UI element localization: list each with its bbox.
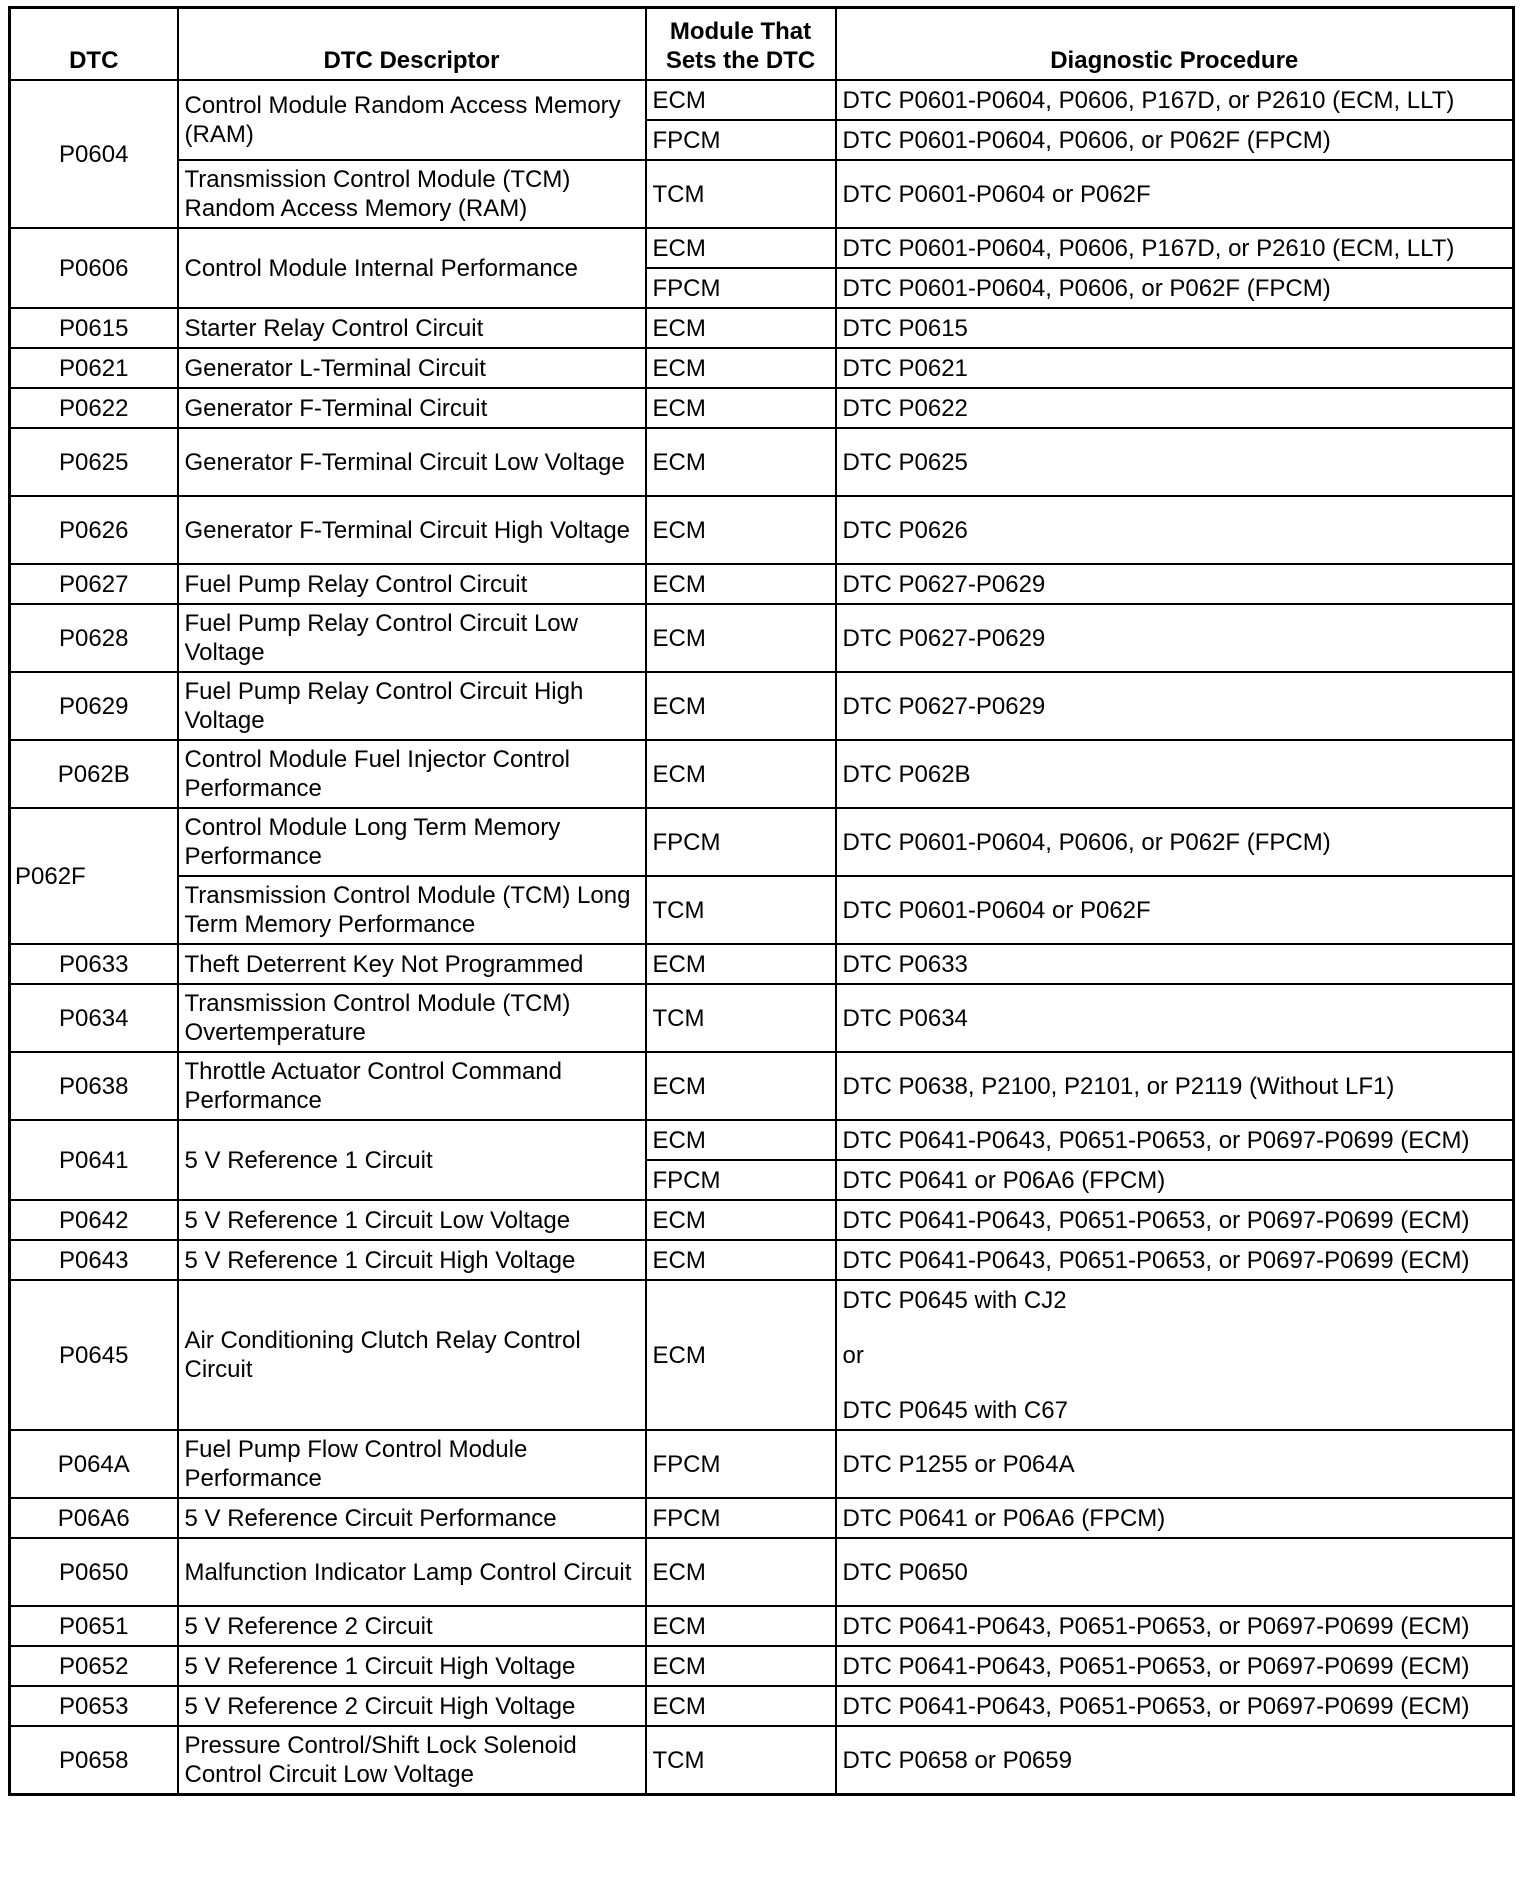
table-row [10,1726,1514,1795]
procedure-cell: DTC P0641-P0643, P0651-P0653, or P0697-P0699 (ECM) [836,1646,1514,1686]
header-procedure: Diagnostic Procedure [836,8,1514,81]
table-row [10,1120,1514,1160]
procedure-cell: DTC P0621 [836,348,1514,388]
procedure-or: or [842,1341,864,1369]
dtc-code: P064A [10,1430,178,1498]
module-cell: ECM [646,672,836,740]
dtc-descriptor: Transmission Control Module (TCM) Random Access Memory (RAM) [178,160,646,228]
module-cell: ECM [646,604,836,672]
dtc-code: P062B [10,740,178,808]
module-cell: FPCM [646,1430,836,1498]
dtc-descriptor: Control Module Fuel Injector Control Performance [178,740,646,808]
table-row [10,1538,1514,1606]
module-cell: ECM [646,228,836,268]
dtc-code: P0653 [10,1686,178,1726]
procedure-cell: DTC P0601-P0604 or P062F [836,876,1514,944]
table-row [10,564,1514,604]
procedure-option-a: DTC P0645 with CJ2 [842,1286,1067,1314]
dtc-code: P0627 [10,564,178,604]
dtc-descriptor: 5 V Reference 1 Circuit [178,1120,646,1200]
module-cell: TCM [646,1726,836,1795]
table-row [10,1646,1514,1686]
table-row [10,308,1514,348]
dtc-code: P0643 [10,1240,178,1280]
procedure-cell: DTC P0615 [836,308,1514,348]
module-cell: ECM [646,1538,836,1606]
dtc-code: P0625 [10,428,178,496]
header-module-line1: Module That [669,18,812,45]
table-row [10,1686,1514,1726]
dtc-code: P0628 [10,604,178,672]
module-cell: ECM [646,1120,836,1160]
dtc-code: P0638 [10,1052,178,1120]
dtc-descriptor: Generator F-Terminal Circuit High Voltage [178,496,646,564]
procedure-cell: DTC P0601-P0604, P0606, or P062F (FPCM) [836,120,1514,160]
dtc-code: P0622 [10,388,178,428]
procedure-cell: DTC P0650 [836,1538,1514,1606]
table-row [10,496,1514,564]
module-cell: TCM [646,984,836,1052]
procedure-cell: DTC P0634 [836,984,1514,1052]
module-cell: ECM [646,308,836,348]
dtc-code: P0658 [10,1726,178,1795]
table-row [10,1052,1514,1120]
module-cell: FPCM [646,268,836,308]
dtc-descriptor: Fuel Pump Relay Control Circuit Low Voltage [178,604,646,672]
procedure-option-b: DTC P0645 with C67 [842,1396,1068,1424]
dtc-descriptor: Throttle Actuator Control Command Performance [178,1052,646,1120]
table-row [10,808,1514,876]
procedure-cell: DTC P0626 [836,496,1514,564]
dtc-code: P0645 [10,1280,178,1430]
dtc-descriptor: 5 V Reference 1 Circuit High Voltage [178,1646,646,1686]
dtc-descriptor: 5 V Reference 1 Circuit High Voltage [178,1240,646,1280]
dtc-descriptor: 5 V Reference Circuit Performance [178,1498,646,1538]
module-cell: ECM [646,1200,836,1240]
module-cell: ECM [646,944,836,984]
dtc-descriptor: 5 V Reference 2 Circuit [178,1606,646,1646]
dtc-code: P062F [10,808,178,944]
dtc-descriptor: Control Module Random Access Memory (RAM) [178,80,646,160]
table-row [10,1240,1514,1280]
dtc-descriptor: Theft Deterrent Key Not Programmed [178,944,646,984]
dtc-code: P0652 [10,1646,178,1686]
table-row [10,740,1514,808]
table-row [10,348,1514,388]
table-row [10,876,1514,944]
dtc-descriptor: Fuel Pump Relay Control Circuit High Voltage [178,672,646,740]
table-row [10,1280,1514,1430]
table-row [10,1430,1514,1498]
module-cell: ECM [646,80,836,120]
procedure-cell: DTC P0601-P0604 or P062F [836,160,1514,228]
procedure-cell: DTC P0658 or P0659 [836,1726,1514,1795]
dtc-code: P06A6 [10,1498,178,1538]
module-cell: ECM [646,740,836,808]
module-cell: FPCM [646,1498,836,1538]
module-cell: FPCM [646,1160,836,1200]
table-header-row [10,8,1514,81]
dtc-code: P0621 [10,348,178,388]
dtc-descriptor: Fuel Pump Relay Control Circuit [178,564,646,604]
spacer [843,1315,1507,1341]
spacer [843,1370,1507,1396]
dtc-descriptor: 5 V Reference 1 Circuit Low Voltage [178,1200,646,1240]
header-dtc: DTC [10,8,178,81]
dtc-code: P0650 [10,1538,178,1606]
procedure-cell: DTC P0641-P0643, P0651-P0653, or P0697-P0699 (ECM) [836,1686,1514,1726]
procedure-cell: DTC P0641 or P06A6 (FPCM) [836,1498,1514,1538]
dtc-descriptor: Control Module Long Term Memory Performance [178,808,646,876]
procedure-cell: DTC P0641 or P06A6 (FPCM) [836,1160,1514,1200]
procedure-cell: DTC P0625 [836,428,1514,496]
dtc-table [8,6,1515,1796]
module-cell: ECM [646,1052,836,1120]
procedure-cell: DTC P0627-P0629 [836,564,1514,604]
dtc-descriptor: Malfunction Indicator Lamp Control Circuit [178,1538,646,1606]
procedure-cell: DTC P0641-P0643, P0651-P0653, or P0697-P0699 (ECM) [836,1240,1514,1280]
module-cell: FPCM [646,120,836,160]
dtc-code: P0629 [10,672,178,740]
dtc-descriptor: Starter Relay Control Circuit [178,308,646,348]
procedure-cell [836,1280,1514,1430]
procedure-cell: DTC P062B [836,740,1514,808]
dtc-descriptor: Air Conditioning Clutch Relay Control Circuit [178,1280,646,1430]
module-cell: ECM [646,1280,836,1430]
procedure-cell: DTC P0641-P0643, P0651-P0653, or P0697-P0699 (ECM) [836,1120,1514,1160]
procedure-cell: DTC P0601-P0604, P0606, or P062F (FPCM) [836,268,1514,308]
table-row [10,1498,1514,1538]
dtc-code: P0651 [10,1606,178,1646]
dtc-code: P0626 [10,496,178,564]
procedure-cell: DTC P0627-P0629 [836,672,1514,740]
procedure-cell: DTC P0638, P2100, P2101, or P2119 (Without LF1) [836,1052,1514,1120]
procedure-cell: DTC P0633 [836,944,1514,984]
table-row [10,228,1514,268]
procedure-cell: DTC P0622 [836,388,1514,428]
header-module [646,8,836,81]
dtc-descriptor: Generator F-Terminal Circuit Low Voltage [178,428,646,496]
procedure-cell: DTC P0601-P0604, P0606, P167D, or P2610 (ECM, LLT) [836,228,1514,268]
module-cell: TCM [646,876,836,944]
dtc-code: P0642 [10,1200,178,1240]
module-cell: ECM [646,1240,836,1280]
procedure-cell: DTC P1255 or P064A [836,1430,1514,1498]
dtc-code: P0634 [10,984,178,1052]
module-cell: FPCM [646,808,836,876]
dtc-code: P0606 [10,228,178,308]
procedure-cell: DTC P0601-P0604, P0606, or P062F (FPCM) [836,808,1514,876]
table-row [10,984,1514,1052]
module-cell: ECM [646,428,836,496]
procedure-cell: DTC P0601-P0604, P0606, P167D, or P2610 (ECM, LLT) [836,80,1514,120]
dtc-descriptor: Pressure Control/Shift Lock Solenoid Control Circuit Low Voltage [178,1726,646,1795]
procedure-cell: DTC P0627-P0629 [836,604,1514,672]
dtc-descriptor: Transmission Control Module (TCM) Long Term Memory Performance [178,876,646,944]
module-cell: TCM [646,160,836,228]
table-row [10,604,1514,672]
header-module-line2: Sets the DTC [665,47,816,74]
module-cell: ECM [646,1646,836,1686]
table-row [10,672,1514,740]
module-cell: ECM [646,388,836,428]
dtc-table-container [8,6,1512,1796]
dtc-descriptor: Transmission Control Module (TCM) Overtemperature [178,984,646,1052]
header-descriptor: DTC Descriptor [178,8,646,81]
dtc-code: P0633 [10,944,178,984]
dtc-code: P0604 [10,80,178,228]
table-row [10,944,1514,984]
table-row [10,1606,1514,1646]
module-cell: ECM [646,1686,836,1726]
table-row [10,160,1514,228]
table-row [10,388,1514,428]
module-cell: ECM [646,1606,836,1646]
dtc-descriptor: Generator F-Terminal Circuit [178,388,646,428]
procedure-cell: DTC P0641-P0643, P0651-P0653, or P0697-P0699 (ECM) [836,1200,1514,1240]
module-cell: ECM [646,496,836,564]
module-cell: ECM [646,348,836,388]
dtc-code: P0641 [10,1120,178,1200]
dtc-descriptor: Generator L-Terminal Circuit [178,348,646,388]
table-row [10,80,1514,120]
procedure-cell: DTC P0641-P0643, P0651-P0653, or P0697-P0699 (ECM) [836,1606,1514,1646]
dtc-descriptor: Fuel Pump Flow Control Module Performance [178,1430,646,1498]
module-cell: ECM [646,564,836,604]
dtc-descriptor: Control Module Internal Performance [178,228,646,308]
dtc-code: P0615 [10,308,178,348]
dtc-descriptor: 5 V Reference 2 Circuit High Voltage [178,1686,646,1726]
table-row [10,1200,1514,1240]
table-row [10,428,1514,496]
